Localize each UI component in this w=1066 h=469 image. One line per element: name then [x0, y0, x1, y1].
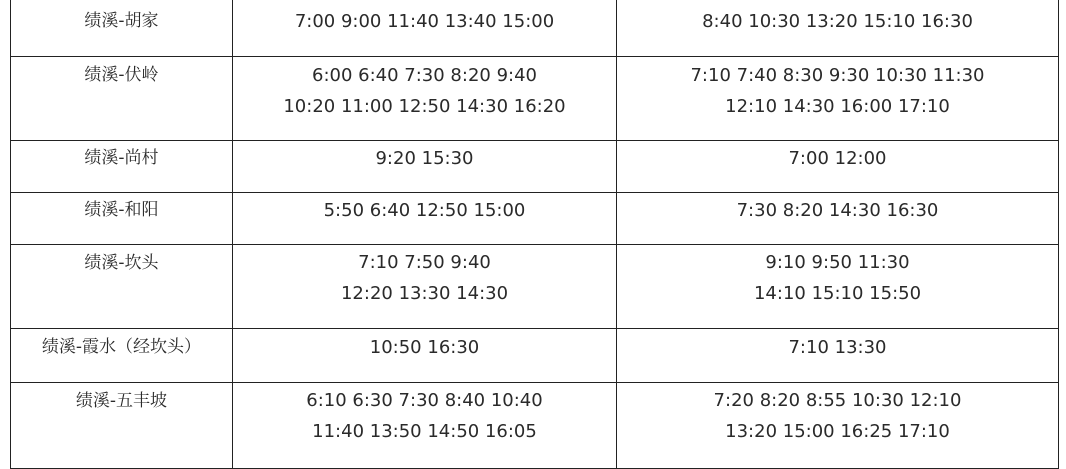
inbound-times: 7:00 12:00 [617, 141, 1059, 193]
table-row [11, 383, 1059, 469]
outbound-times: 5:50 6:40 12:50 15:00 [233, 193, 617, 245]
outbound-times: 7:10 7:50 9:40 12:20 13:30 14:30 [233, 245, 617, 329]
inbound-times: 9:10 9:50 11:30 14:10 15:10 15:50 [617, 245, 1059, 329]
outbound-times: 7:00 9:00 11:40 13:40 15:00 [233, 0, 617, 57]
table-row [11, 245, 1059, 329]
inbound-times: 7:30 8:20 14:30 16:30 [617, 193, 1059, 245]
route-name: 绩溪-坎头 [11, 245, 233, 329]
bus-schedule-table [10, 0, 1059, 469]
route-name: 绩溪-胡家 [11, 0, 233, 57]
route-name: 绩溪-伏岭 [11, 57, 233, 141]
table-row [11, 57, 1059, 141]
route-name: 绩溪-五丰坡 [11, 383, 233, 469]
route-name: 绩溪-尚村 [11, 141, 233, 193]
table-row [11, 0, 1059, 57]
table-row [11, 193, 1059, 245]
inbound-times: 7:20 8:20 8:55 10:30 12:10 13:20 15:00 16:25 17:10 [617, 383, 1059, 469]
route-name: 绩溪-和阳 [11, 193, 233, 245]
inbound-times: 7:10 13:30 [617, 329, 1059, 383]
table-row [11, 329, 1059, 383]
inbound-times: 7:10 7:40 8:30 9:30 10:30 11:30 12:10 14:30 16:00 17:10 [617, 57, 1059, 141]
route-name: 绩溪-霞水（经坎头） [11, 329, 233, 383]
table-row [11, 141, 1059, 193]
inbound-times: 8:40 10:30 13:20 15:10 16:30 [617, 0, 1059, 57]
outbound-times: 9:20 15:30 [233, 141, 617, 193]
outbound-times: 6:00 6:40 7:30 8:20 9:40 10:20 11:00 12:50 14:30 16:20 [233, 57, 617, 141]
outbound-times: 10:50 16:30 [233, 329, 617, 383]
outbound-times: 6:10 6:30 7:30 8:40 10:40 11:40 13:50 14:50 16:05 [233, 383, 617, 469]
